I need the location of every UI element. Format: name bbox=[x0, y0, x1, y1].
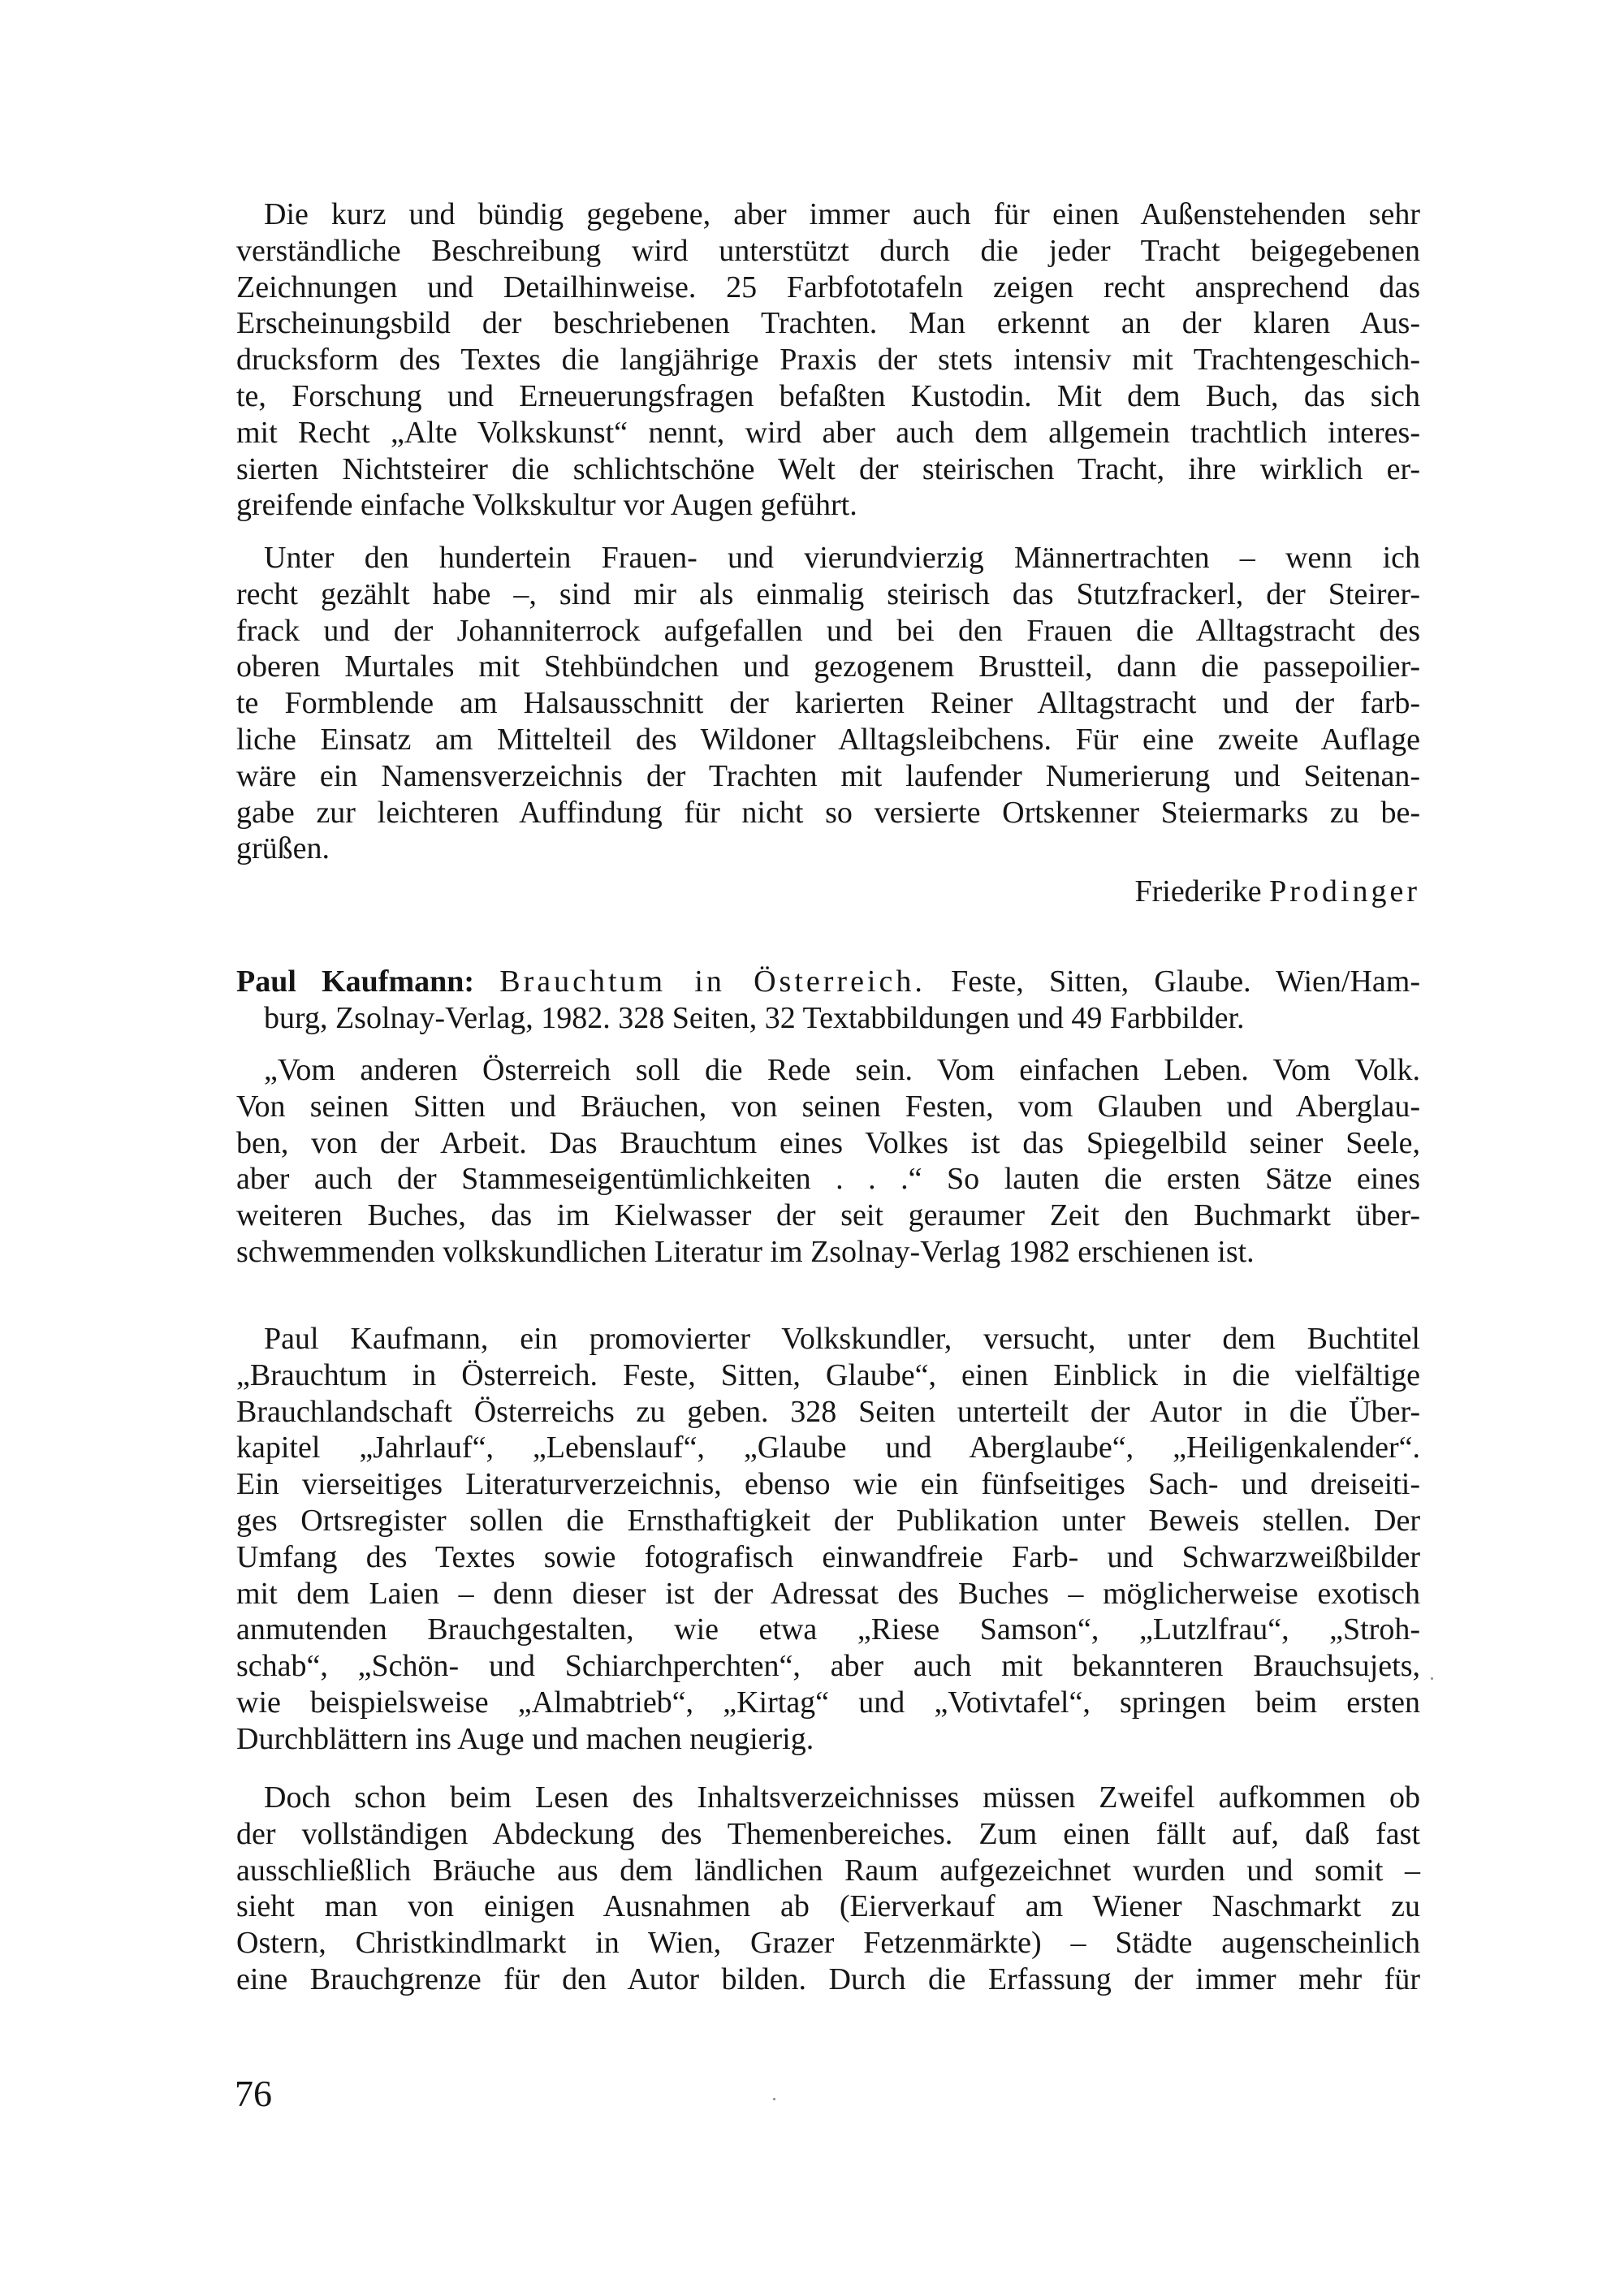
review2-paragraph-1 bbox=[236, 1052, 1420, 1271]
review2-paragraph-3 bbox=[236, 1780, 1420, 1998]
text-line: te, Forschung und Erneuerungsfragen befaßten Kustodin. Mit dem Buch, das sich bbox=[236, 378, 1420, 413]
text-line: mit dem Laien – denn dieser ist der Adressat des Buches – möglicherweise exotisch bbox=[236, 1576, 1420, 1611]
text-line: „Vom anderen Österreich soll die Rede sein. Vom einfachen Leben. Vom Volk. bbox=[264, 1053, 1420, 1087]
scan-speck bbox=[773, 2098, 775, 2100]
text-line: ges Ortsregister sollen die Ernsthaftigkeit der Publikation unter Beweis stellen. Der bbox=[236, 1503, 1420, 1538]
review1-paragraph-2 bbox=[236, 540, 1420, 867]
book-author: Paul Kaufmann: bbox=[236, 965, 475, 999]
text-line: der vollständigen Abdeckung des Themenbereiches. Zum einen fällt auf, daß fast bbox=[236, 1816, 1420, 1851]
text-line: Erscheinungsbild der beschriebenen Trachten. Man erkennt an der klaren Aus- bbox=[236, 306, 1420, 341]
signature-first-name: Friederike bbox=[1134, 874, 1262, 908]
text-line: „Brauchtum in Österreich. Feste, Sitten, Glaube“, einen Einblick in die vielfältige bbox=[236, 1357, 1420, 1392]
text-line: sieht man von einigen Ausnahmen ab (Eierverkauf am Wiener Naschmarkt zu bbox=[236, 1889, 1420, 1924]
text-line: Unter den hundertein Frauen- und vierundvierzig Männertrachten – wenn ich bbox=[264, 541, 1420, 575]
text-line: liche Einsatz am Mittelteil des Wildoner Alltagsleibchens. Für eine zweite Auflage bbox=[236, 722, 1420, 757]
review1-paragraph-1 bbox=[236, 196, 1420, 524]
text-line: Zeichnungen und Detailhinweise. 25 Farbfototafeln zeigen recht ansprechend das bbox=[236, 270, 1420, 304]
review2-paragraph-2 bbox=[236, 1321, 1420, 1758]
text-line: recht gezählt habe –, sind mir als einmalig steirisch das Stutzfrackerl, der Steirer- bbox=[236, 576, 1420, 611]
text-line: te Formblende am Halsausschnitt der karierten Reiner Alltagstracht und der farb- bbox=[236, 686, 1420, 721]
text-line: ausschließlich Bräuche aus dem ländlichen Raum aufgezeichnet wurden und somit – bbox=[236, 1853, 1420, 1888]
book-details: Feste, Sitten, Glaube. Wien/Ham- bbox=[951, 965, 1420, 999]
text-line: oberen Murtales mit Stehbündchen und gezogenem Brustteil, dann die passepoilier- bbox=[236, 650, 1420, 684]
text-line: Die kurz und bündig gegebene, aber immer auch für einen Außenstehenden sehr bbox=[264, 197, 1420, 231]
text-line: schwemmenden volkskundlichen Literatur im Zsolnay-Verlag 1982 erschienen ist. bbox=[236, 1234, 1255, 1269]
heading-line-1 bbox=[236, 964, 1420, 1000]
text-line: Ein vierseitiges Literaturverzeichnis, ebenso wie ein fünfseitiges Sach- und dreiseiti- bbox=[236, 1467, 1420, 1502]
text-line: Brauchlandschaft Österreichs zu geben. 328 Seiten unterteilt der Autor in die Über- bbox=[236, 1394, 1420, 1429]
text-line: wäre ein Namensverzeichnis der Trachten mit laufender Numerierung und Seitenan- bbox=[236, 758, 1420, 793]
text-line: Durchblättern ins Auge und machen neugierig. bbox=[236, 1721, 814, 1756]
text-line: Paul Kaufmann, ein promovierter Volkskundler, versucht, unter dem Buchtitel bbox=[264, 1322, 1420, 1356]
heading-line-2: burg, Zsolnay-Verlag, 1982. 328 Seiten, 32 Textabbildungen und 49 Farbbilder. bbox=[264, 1000, 1245, 1035]
text-line: gabe zur leichteren Auffindung für nicht so versierte Ortskenner Steiermarks zu be- bbox=[236, 795, 1420, 830]
signature-last-name: Prodinger bbox=[1269, 874, 1420, 908]
text-line: anmutenden Brauchgestalten, wie etwa „Riese Samson“, „Lutzlfrau“, „Stroh- bbox=[236, 1612, 1420, 1647]
text-line: Doch schon beim Lesen des Inhaltsverzeichnisses müssen Zweifel aufkommen ob bbox=[264, 1780, 1420, 1815]
text-line: aber auch der Stammeseigentümlichkeiten . . .“ So lauten die ersten Sätze eines bbox=[236, 1162, 1420, 1197]
text-line: grüßen. bbox=[236, 831, 330, 866]
text-line: Ostern, Christkindlmarkt in Wien, Grazer Fetzenmärkte) – Städte augenscheinlich bbox=[236, 1926, 1420, 1961]
text-line: greifende einfache Volkskultur vor Augen geführt. bbox=[236, 488, 857, 523]
text-line: mit Recht „Alte Volkskunst“ nennt, wird aber auch dem allgemein trachtlich interes- bbox=[236, 415, 1420, 450]
page-number: 76 bbox=[235, 2073, 272, 2114]
book-title: Brauchtum in Österreich. bbox=[499, 965, 926, 999]
text-line: ben, von der Arbeit. Das Brauchtum eines Volkes ist das Spiegelbild seiner Seele, bbox=[236, 1125, 1420, 1160]
text-line: kapitel „Jahrlauf“, „Lebenslauf“, „Glaube und Aberglaube“, „Heiligenkalender“. bbox=[236, 1431, 1420, 1465]
text-line: wie beispielsweise „Almabtrieb“, „Kirtag“ und „Votivtafel“, springen beim ersten bbox=[236, 1685, 1420, 1720]
text-line: schab“, „Schön- und Schiarchperchten“, aber auch mit bekannteren Brauchsujets, bbox=[236, 1649, 1420, 1684]
text-line: eine Brauchgrenze für den Autor bilden. Durch die Erfassung der immer mehr für bbox=[236, 1962, 1420, 1996]
text-line: frack und der Johanniterrock aufgefallen und bei den Frauen die Alltagstracht des bbox=[236, 613, 1420, 648]
text-line: weiteren Buches, das im Kielwasser der seit geraumer Zeit den Buchmarkt über- bbox=[236, 1198, 1420, 1233]
text-line: Umfang des Textes sowie fotografisch einwandfreie Farb- und Schwarzweißbilder bbox=[236, 1539, 1420, 1574]
text-line: Von seinen Sitten und Bräuchen, von seinen Festen, vom Glauben und Aberglau- bbox=[236, 1089, 1420, 1124]
review2-heading bbox=[236, 964, 1420, 1037]
text-line: sierten Nichtsteirer die schlichtschöne Welt der steirischen Tracht, ihre wirklich er- bbox=[236, 451, 1420, 486]
text-line: drucksform des Textes die langjährige Praxis der stets intensiv mit Trachtengeschich- bbox=[236, 343, 1420, 378]
text-line: verständliche Beschreibung wird unterstützt durch die jeder Tracht beigegebenen bbox=[236, 233, 1420, 268]
scan-speck bbox=[1431, 1677, 1433, 1680]
review1-signature bbox=[236, 874, 1420, 910]
